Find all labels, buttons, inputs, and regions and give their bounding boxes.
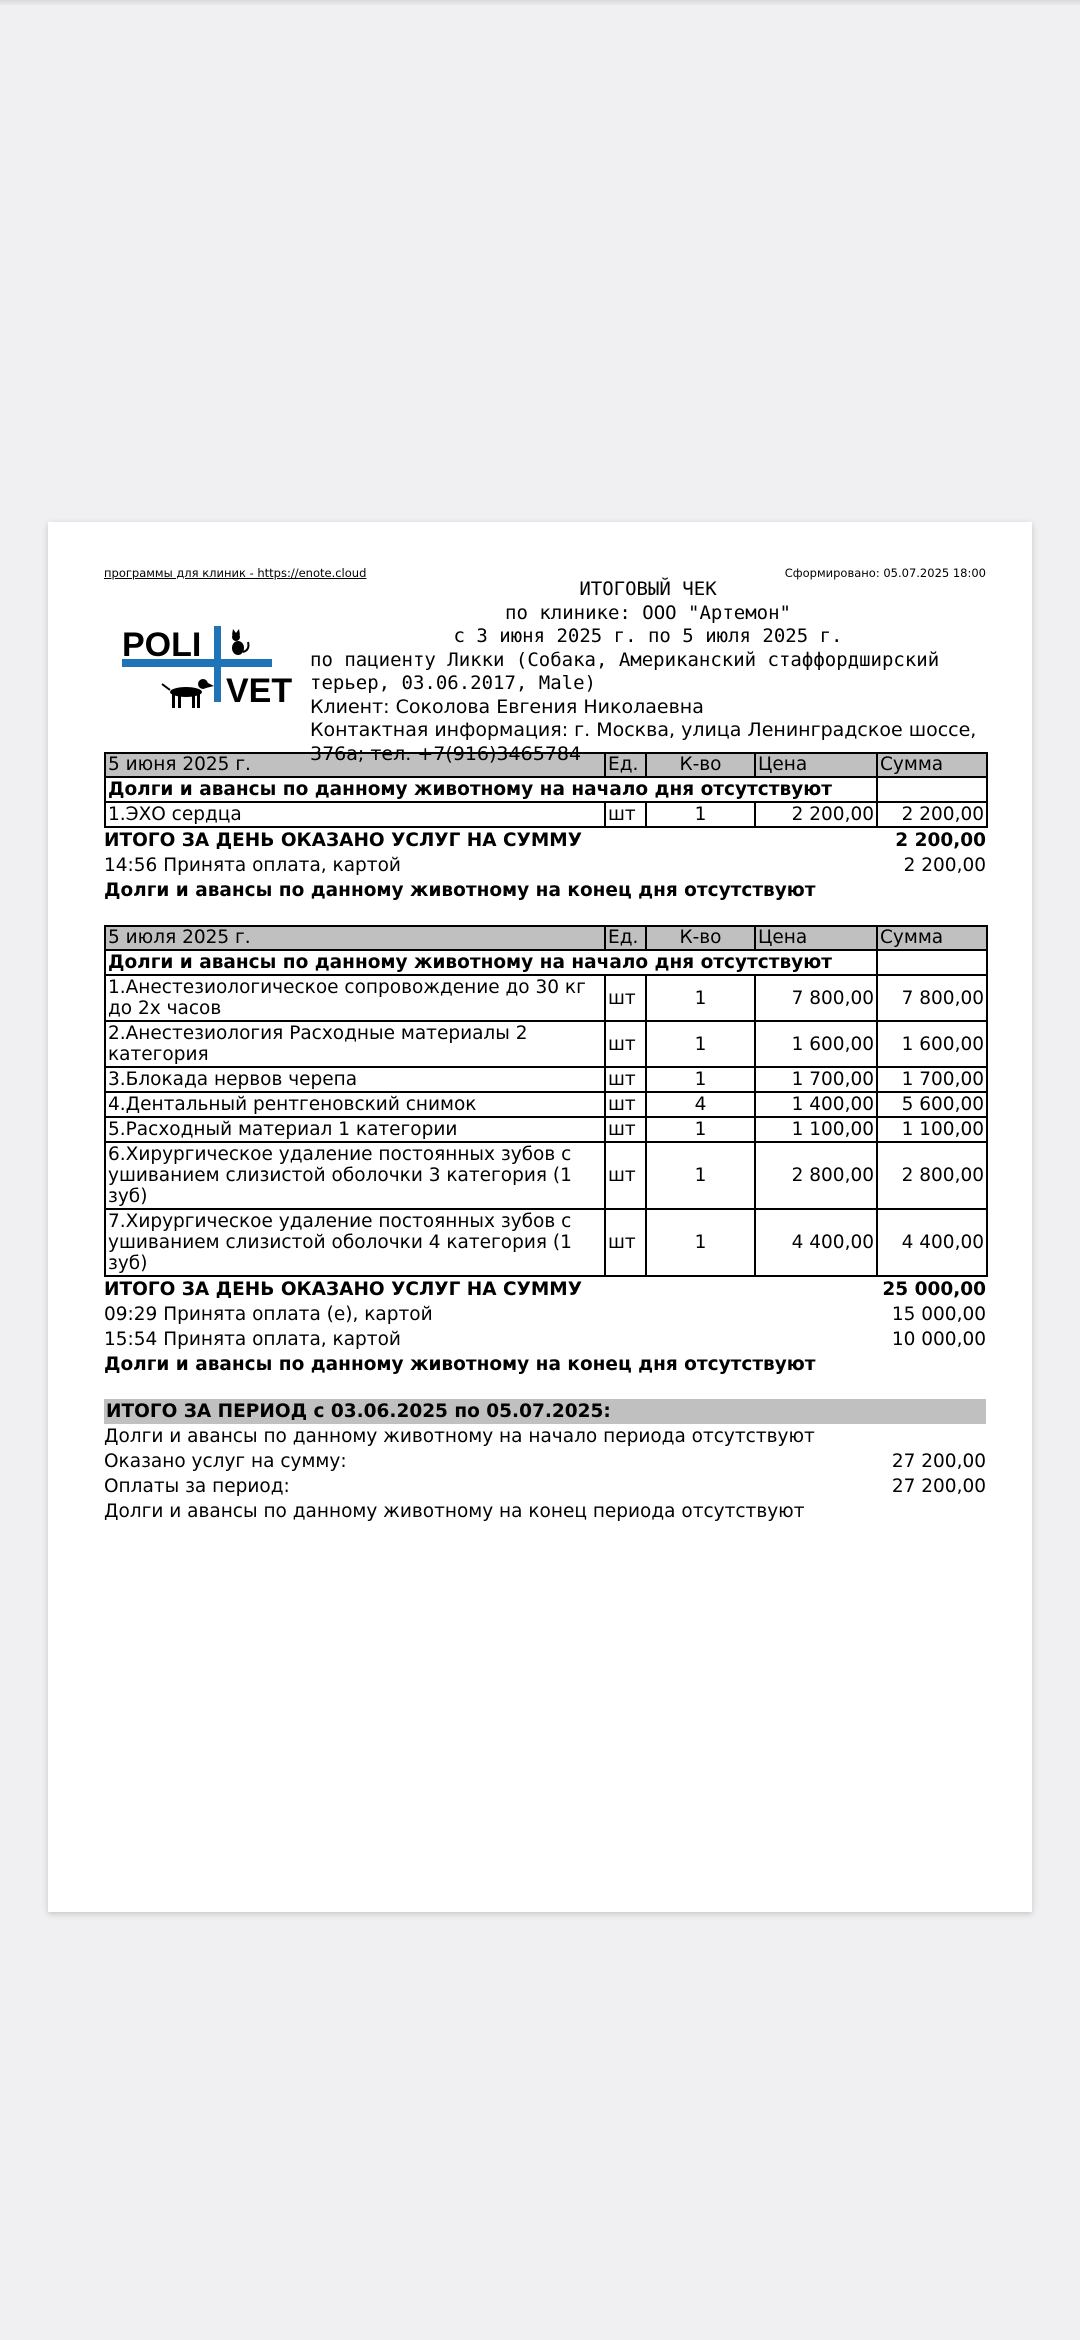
generated-timestamp: Сформировано: 05.07.2025 18:00 xyxy=(784,566,986,580)
service-unit: шт xyxy=(605,1209,646,1276)
day-end-note-row xyxy=(104,1352,986,1377)
service-qty: 1 xyxy=(646,1021,755,1067)
table-row xyxy=(105,1092,987,1117)
service-qty: 1 xyxy=(646,1067,755,1092)
payment-row xyxy=(104,1302,986,1327)
day-header-row xyxy=(105,926,987,950)
payment-label: 09:29 Принята оплата (е), картой xyxy=(104,1304,433,1325)
service-name: 6.Хирургическое удаление постоянных зубов с ушиванием слизистой оболочки 3 категория (1 зуб) xyxy=(105,1142,605,1209)
client-line: Клиент: Соколова Евгения Николаевна xyxy=(310,695,704,718)
table-row xyxy=(105,802,987,827)
service-sum: 4 400,00 xyxy=(877,1209,987,1276)
service-name: 1.Анестезиологическое сопровождение до 30 кг до 2х часов xyxy=(105,975,605,1021)
service-sum: 2 200,00 xyxy=(877,802,987,827)
table-row xyxy=(105,1117,987,1142)
day-total-row xyxy=(104,1277,986,1302)
document-page xyxy=(48,522,1032,1912)
col-qty: К-во xyxy=(646,926,755,950)
service-name: 2.Анестезиология Расходные материалы 2 категория xyxy=(105,1021,605,1067)
logo-text-poli: POLI xyxy=(122,626,202,664)
day-start-note-row xyxy=(105,950,987,975)
table-row xyxy=(105,1142,987,1209)
service-unit: шт xyxy=(605,975,646,1021)
day-date: 5 июня 2025 г. xyxy=(105,753,605,777)
payment-row xyxy=(104,1327,986,1352)
service-price: 1 600,00 xyxy=(755,1021,877,1067)
col-price: Цена xyxy=(755,753,877,777)
service-price: 1 400,00 xyxy=(755,1092,877,1117)
service-name: 1.ЭХО сердца xyxy=(105,802,605,827)
period-services-label: Оказано услуг на сумму: xyxy=(104,1451,347,1472)
empty-cell xyxy=(877,777,987,802)
patient-line: по пациенту Ликки (Собака, Американский стаффордширский терьер, 03.06.2017, Male) xyxy=(310,648,940,694)
table-row xyxy=(105,1209,987,1276)
payment-amount: 10 000,00 xyxy=(891,1329,986,1350)
period-start-row xyxy=(104,1424,986,1449)
clinic-line: по клинике: ООО "Артемон" xyxy=(505,601,791,624)
period-payments-label: Оплаты за период: xyxy=(104,1476,290,1497)
day-table xyxy=(104,925,988,1277)
service-price: 2 800,00 xyxy=(755,1142,877,1209)
service-name: 5.Расходный материал 1 категории xyxy=(105,1117,605,1142)
service-unit: шт xyxy=(605,1142,646,1209)
service-qty: 1 xyxy=(646,802,755,827)
payment-amount: 15 000,00 xyxy=(891,1304,986,1325)
day-total-label: ИТОГО ЗА ДЕНЬ ОКАЗАНО УСЛУГ НА СУММУ xyxy=(104,830,582,851)
day-start-note: Долги и авансы по данному животному на начало дня отсутствуют xyxy=(105,950,877,975)
dog-icon xyxy=(162,679,214,708)
service-qty: 1 xyxy=(646,975,755,1021)
service-unit: шт xyxy=(605,1067,646,1092)
service-unit: шт xyxy=(605,1092,646,1117)
period-payments-value: 27 200,00 xyxy=(891,1476,986,1497)
polivet-logo xyxy=(122,626,306,716)
service-sum: 7 800,00 xyxy=(877,975,987,1021)
service-sum: 2 800,00 xyxy=(877,1142,987,1209)
payment-row xyxy=(104,853,986,878)
spacer xyxy=(104,1377,986,1399)
col-qty: К-во xyxy=(646,753,755,777)
period-end-note: Долги и авансы по данному животному на конец периода отсутствуют xyxy=(104,1501,805,1522)
day-date: 5 июля 2025 г. xyxy=(105,926,605,950)
payment-label: 14:56 Принята оплата, картой xyxy=(104,855,401,876)
service-name: 4.Дентальный рентгеновский снимок xyxy=(105,1092,605,1117)
service-name: 3.Блокада нервов черепа xyxy=(105,1067,605,1092)
service-sum: 1 700,00 xyxy=(877,1067,987,1092)
empty-cell xyxy=(877,950,987,975)
service-unit: шт xyxy=(605,1021,646,1067)
period-summary-title: ИТОГО ЗА ПЕРИОД с 03.06.2025 по 05.07.2025: xyxy=(104,1399,986,1424)
period-line: с 3 июня 2025 г. по 5 июля 2025 г. xyxy=(453,625,843,647)
day-end-note: Долги и авансы по данному животному на конец дня отсутствуют xyxy=(104,880,816,901)
payment-label: 15:54 Принята оплата, картой xyxy=(104,1329,401,1350)
col-sum: Сумма xyxy=(877,753,987,777)
period-services-value: 27 200,00 xyxy=(891,1451,986,1472)
top-shade xyxy=(0,0,1080,6)
service-qty: 1 xyxy=(646,1117,755,1142)
service-qty: 1 xyxy=(646,1209,755,1276)
period-payments-row xyxy=(104,1474,986,1499)
service-qty: 4 xyxy=(646,1092,755,1117)
day-total-label: ИТОГО ЗА ДЕНЬ ОКАЗАНО УСЛУГ НА СУММУ xyxy=(104,1279,582,1300)
col-price: Цена xyxy=(755,926,877,950)
service-price: 1 700,00 xyxy=(755,1067,877,1092)
service-unit: шт xyxy=(605,1117,646,1142)
document-content xyxy=(104,566,986,1524)
col-unit: Ед. xyxy=(605,926,646,950)
receipt-title: ИТОГОВЫЙ ЧЕК xyxy=(579,578,717,600)
service-name: 7.Хирургическое удаление постоянных зубов с ушиванием слизистой оболочки 4 категория (1 зуб) xyxy=(105,1209,605,1276)
spacer xyxy=(104,903,986,925)
payment-amount: 2 200,00 xyxy=(903,855,986,876)
service-price: 4 400,00 xyxy=(755,1209,877,1276)
cat-icon xyxy=(232,629,248,655)
table-row xyxy=(105,1067,987,1092)
service-price: 1 100,00 xyxy=(755,1117,877,1142)
day-end-note: Долги и авансы по данному животному на конец дня отсутствуют xyxy=(104,1354,816,1375)
period-start-note: Долги и авансы по данному животному на начало периода отсутствуют xyxy=(104,1426,815,1447)
contact-line: Контактная информация: г. Москва, улица Ленинградское шоссе, 376а; тел. +7(916)3465784 xyxy=(310,719,977,765)
day-total-value: 25 000,00 xyxy=(882,1279,986,1300)
col-unit: Ед. xyxy=(605,753,646,777)
service-price: 2 200,00 xyxy=(755,802,877,827)
service-sum: 5 600,00 xyxy=(877,1092,987,1117)
service-price: 7 800,00 xyxy=(755,975,877,1021)
col-sum: Сумма xyxy=(877,926,987,950)
day-start-note-row xyxy=(105,777,987,802)
enote-link[interactable]: программы для клиник - https://enote.cloud xyxy=(104,566,367,580)
day-total-value: 2 200,00 xyxy=(895,830,986,851)
day-end-note-row xyxy=(104,878,986,903)
period-services-row xyxy=(104,1449,986,1474)
service-unit: шт xyxy=(605,802,646,827)
service-qty: 1 xyxy=(646,1142,755,1209)
period-end-row xyxy=(104,1499,986,1524)
service-sum: 1 600,00 xyxy=(877,1021,987,1067)
day-start-note: Долги и авансы по данному животному на начало дня отсутствуют xyxy=(105,777,877,802)
day-total-row xyxy=(104,828,986,853)
service-sum: 1 100,00 xyxy=(877,1117,987,1142)
header-text xyxy=(310,578,986,766)
logo-text-vet: VET xyxy=(226,672,293,710)
table-row xyxy=(105,1021,987,1067)
table-row xyxy=(105,975,987,1021)
